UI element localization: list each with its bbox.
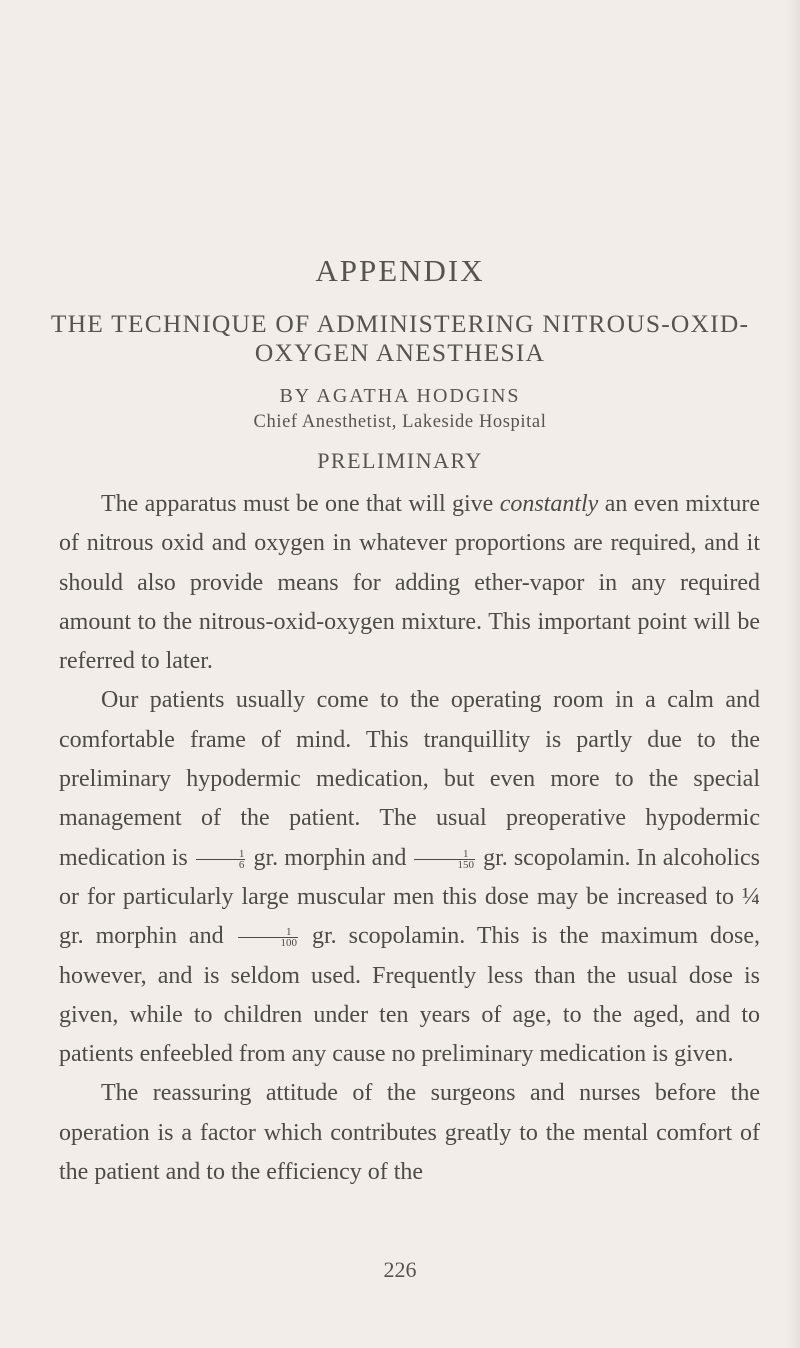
- fraction-denominator: 100: [280, 937, 298, 950]
- article-title-line-2: OXYGEN ANESTHESIA: [254, 338, 546, 367]
- fraction-numerator: 1: [196, 849, 246, 860]
- fraction-morphin: [196, 849, 246, 870]
- p2-text-c: gr. scopolamin. In alcoholics or for particularly large muscular men this dose may be increased to ¼ gr. morphin and: [59, 844, 760, 950]
- fraction-numerator: 1: [238, 927, 299, 938]
- p1-text-b: an even mixture of nitrous oxid and oxygen in whatever proportions are required, and it should also provide means for adding ether-vapor in any required amount to the nitrous-oxid-oxygen mixture. This important point will be referred to later.: [59, 491, 760, 675]
- appendix-label: APPENDIX: [315, 253, 485, 288]
- author-role: Chief Anesthetist, Lakeside Hospital: [253, 412, 547, 432]
- page-edge-shadow: [786, 0, 800, 1348]
- author-byline: BY AGATHA HODGINS: [279, 385, 521, 407]
- fraction-denominator: 6: [238, 858, 245, 871]
- p1-emphasis: constantly: [499, 491, 599, 517]
- article-title-line-1: THE TECHNIQUE OF ADMINISTERING NITROUS-OXID-: [50, 309, 750, 338]
- page-number: 226: [383, 1257, 417, 1282]
- paragraph-3: The reassuring attitude of the surgeons and nurses before the operation is a factor which contributes greatly to the mental comfort of the patient and to the efficiency of the: [59, 1080, 760, 1186]
- fraction-scopolamin-1: [414, 849, 475, 870]
- fraction-denominator: 150: [457, 858, 474, 871]
- paragraph-1: [59, 485, 760, 681]
- p2-text-b: gr. morphin and: [247, 844, 413, 871]
- paragraph-2: [59, 681, 760, 1074]
- p1-text-a: The apparatus must be one that will give: [101, 491, 500, 517]
- fraction-numerator: 1: [414, 849, 475, 860]
- section-heading: PRELIMINARY: [317, 448, 483, 473]
- body-text: [59, 485, 760, 1192]
- p2-text-a: Our patients usually come to the operating room in a calm and comfortable frame of mind. This tranquillity is partly due to the preliminary hypodermic medication, but even more to the special management of the patient. The usual preoperative hypodermic medication is: [59, 687, 760, 871]
- fraction-scopolamin-2: [238, 927, 299, 948]
- p2-text-d: gr. scopolamin. This is the maximum dose, however, and is seldom used. Frequently less than the usual dose is given, while to children under ten years of age, to the aged, and to patients enfeebled from any cause no preliminary medication is given.: [59, 923, 760, 1068]
